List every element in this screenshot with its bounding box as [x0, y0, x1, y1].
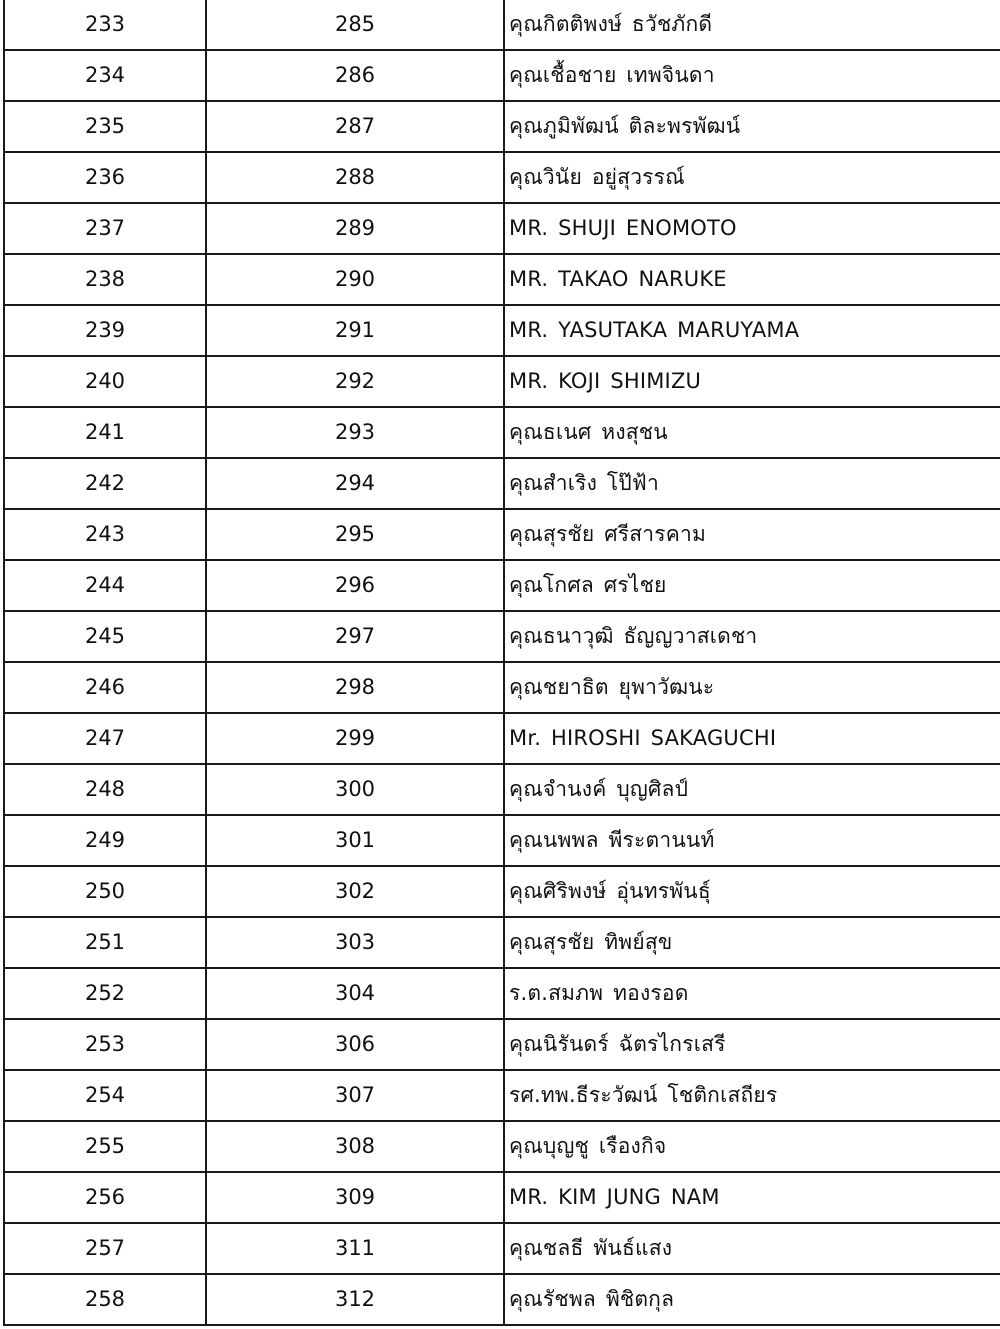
sequence-cell: 244	[4, 560, 206, 611]
number-cell: 306	[206, 1019, 504, 1070]
sequence-cell: 237	[4, 203, 206, 254]
table-row	[4, 509, 1000, 560]
number-cell: 307	[206, 1070, 504, 1121]
sequence-cell: 234	[4, 50, 206, 101]
number-cell: 293	[206, 407, 504, 458]
sequence-cell: 248	[4, 764, 206, 815]
table-row	[4, 1172, 1000, 1223]
sequence-cell: 233	[4, 0, 206, 50]
sequence-cell: 256	[4, 1172, 206, 1223]
name-cell: คุณชยาธิต ยุพาวัฒนะ	[504, 662, 1000, 713]
name-cell: คุณธเนศ หงสุชน	[504, 407, 1000, 458]
table-row	[4, 1223, 1000, 1274]
table-row	[4, 1070, 1000, 1121]
table-row	[4, 101, 1000, 152]
table-row	[4, 815, 1000, 866]
sequence-cell: 247	[4, 713, 206, 764]
sequence-cell: 252	[4, 968, 206, 1019]
table-row	[4, 254, 1000, 305]
number-cell: 291	[206, 305, 504, 356]
sequence-cell: 240	[4, 356, 206, 407]
sequence-cell: 251	[4, 917, 206, 968]
table-row	[4, 0, 1000, 50]
sequence-cell: 254	[4, 1070, 206, 1121]
number-cell: 292	[206, 356, 504, 407]
number-cell: 312	[206, 1274, 504, 1325]
sequence-cell: 255	[4, 1121, 206, 1172]
number-cell: 290	[206, 254, 504, 305]
table-row	[4, 560, 1000, 611]
number-cell: 300	[206, 764, 504, 815]
number-cell: 308	[206, 1121, 504, 1172]
table-row	[4, 917, 1000, 968]
name-cell: คุณจำนงค์ บุญศิลป์	[504, 764, 1000, 815]
number-cell: 297	[206, 611, 504, 662]
table-row	[4, 611, 1000, 662]
number-cell: 285	[206, 0, 504, 50]
sequence-cell: 250	[4, 866, 206, 917]
name-cell: คุณนพพล พีระตานนท์	[504, 815, 1000, 866]
number-cell: 299	[206, 713, 504, 764]
table-row	[4, 713, 1000, 764]
table-row	[4, 152, 1000, 203]
number-cell: 311	[206, 1223, 504, 1274]
number-cell: 288	[206, 152, 504, 203]
name-cell: คุณศิริพงษ์ อุ่นทรพันธุ์	[504, 866, 1000, 917]
table-row	[4, 1274, 1000, 1325]
table-row	[4, 407, 1000, 458]
name-cell: MR. TAKAO NARUKE	[504, 254, 1000, 305]
roster-table	[3, 0, 1000, 1326]
name-cell: MR. KIM JUNG NAM	[504, 1172, 1000, 1223]
name-cell: ร.ต.สมภพ ทองรอด	[504, 968, 1000, 1019]
name-cell: MR. SHUJI ENOMOTO	[504, 203, 1000, 254]
name-cell: คุณสุรชัย ทิพย์สุข	[504, 917, 1000, 968]
number-cell: 289	[206, 203, 504, 254]
sequence-cell: 235	[4, 101, 206, 152]
name-cell: Mr. HIROSHI SAKAGUCHI	[504, 713, 1000, 764]
number-cell: 304	[206, 968, 504, 1019]
sequence-cell: 238	[4, 254, 206, 305]
name-cell: คุณนิรันดร์ ฉัตรไกรเสรี	[504, 1019, 1000, 1070]
number-cell: 286	[206, 50, 504, 101]
sequence-cell: 242	[4, 458, 206, 509]
number-cell: 287	[206, 101, 504, 152]
sequence-cell: 253	[4, 1019, 206, 1070]
name-cell: คุณรัชพล พิชิตกุล	[504, 1274, 1000, 1325]
sequence-cell: 258	[4, 1274, 206, 1325]
sequence-cell: 246	[4, 662, 206, 713]
name-cell: คุณวินัย อยู่สุวรรณ์	[504, 152, 1000, 203]
sequence-cell: 257	[4, 1223, 206, 1274]
sequence-cell: 243	[4, 509, 206, 560]
name-cell: คุณชลธี พันธ์แสง	[504, 1223, 1000, 1274]
name-cell: คุณกิตติพงษ์ ธวัชภักดี	[504, 0, 1000, 50]
name-cell: คุณสุรชัย ศรีสารคาม	[504, 509, 1000, 560]
sequence-cell: 239	[4, 305, 206, 356]
table-row	[4, 203, 1000, 254]
sequence-cell: 249	[4, 815, 206, 866]
name-cell: คุณเชื้อชาย เทพจินดา	[504, 50, 1000, 101]
roster-table-body	[4, 0, 1000, 1325]
table-row	[4, 764, 1000, 815]
number-cell: 294	[206, 458, 504, 509]
number-cell: 309	[206, 1172, 504, 1223]
table-row	[4, 968, 1000, 1019]
number-cell: 302	[206, 866, 504, 917]
table-row	[4, 50, 1000, 101]
table-row	[4, 305, 1000, 356]
table-row	[4, 356, 1000, 407]
number-cell: 295	[206, 509, 504, 560]
name-cell: คุณภูมิพัฒน์ ติละพรพัฒน์	[504, 101, 1000, 152]
table-row	[4, 1019, 1000, 1070]
name-cell: MR. YASUTAKA MARUYAMA	[504, 305, 1000, 356]
sequence-cell: 236	[4, 152, 206, 203]
name-cell: รศ.ทพ.ธีระวัฒน์ โชติกเสถียร	[504, 1070, 1000, 1121]
table-row	[4, 866, 1000, 917]
number-cell: 298	[206, 662, 504, 713]
name-cell: คุณโกศล ศรไชย	[504, 560, 1000, 611]
name-cell: MR. KOJI SHIMIZU	[504, 356, 1000, 407]
table-row	[4, 662, 1000, 713]
number-cell: 301	[206, 815, 504, 866]
sequence-cell: 241	[4, 407, 206, 458]
table-row	[4, 458, 1000, 509]
number-cell: 296	[206, 560, 504, 611]
number-cell: 303	[206, 917, 504, 968]
name-cell: คุณธนาวุฒิ ธัญญวาสเดชา	[504, 611, 1000, 662]
table-row	[4, 1121, 1000, 1172]
name-cell: คุณบุญชู เรืองกิจ	[504, 1121, 1000, 1172]
name-cell: คุณสำเริง โป๊ฟ้า	[504, 458, 1000, 509]
sequence-cell: 245	[4, 611, 206, 662]
